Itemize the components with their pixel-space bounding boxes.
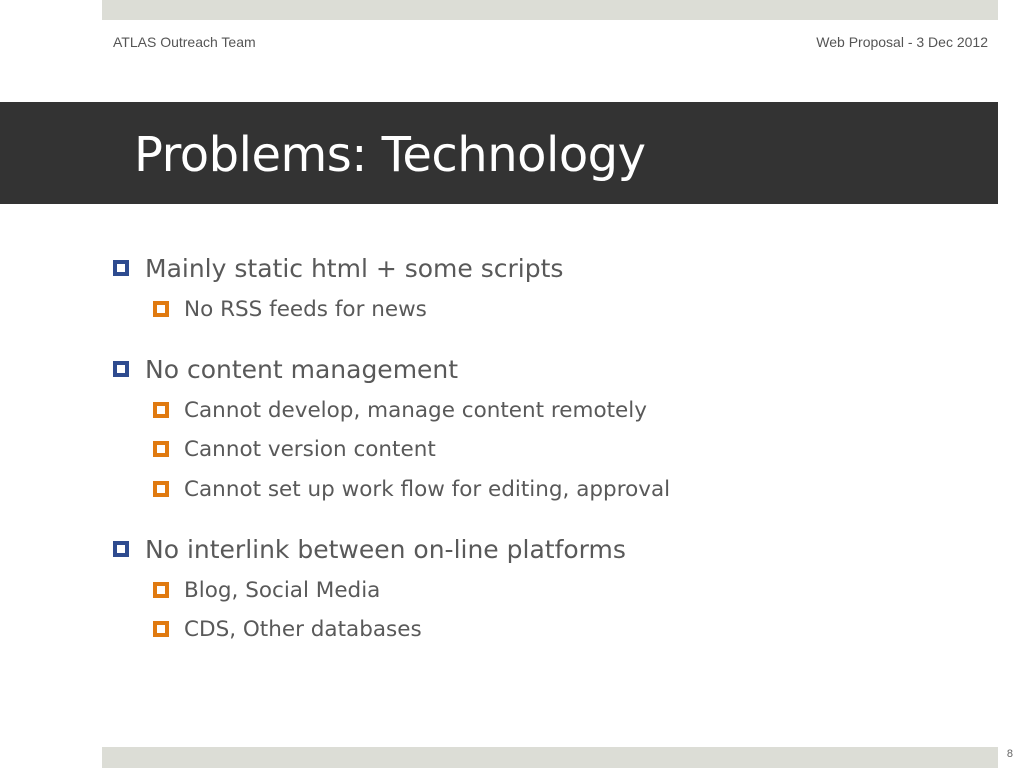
square-sub-bullet-icon — [154, 302, 168, 316]
sub-bullet-text: Cannot develop, manage content remotely — [184, 397, 647, 423]
bullet-item — [114, 250, 563, 286]
sub-bullet-text: Cannot set up work flow for editing, approval — [184, 476, 671, 502]
sub-bullet-text: CDS, Other databases — [184, 616, 422, 642]
sub-bullet-item — [154, 433, 436, 465]
bullet-item — [114, 351, 458, 387]
sub-bullet-text: Cannot version content — [184, 436, 436, 462]
slide-title: Problems: Technology — [134, 127, 646, 183]
header-left-text: ATLAS Outreach Team — [113, 34, 256, 50]
sub-bullet-item — [154, 613, 422, 645]
square-sub-bullet-icon — [154, 583, 168, 597]
square-sub-bullet-icon — [154, 622, 168, 636]
sub-bullet-item — [154, 574, 380, 606]
sub-bullet-text: Blog, Social Media — [184, 577, 381, 603]
square-bullet-icon — [114, 362, 128, 376]
bottom-decor-band — [102, 747, 998, 768]
bullet-item — [114, 531, 626, 567]
square-sub-bullet-icon — [154, 403, 168, 417]
bullet-text: Mainly static html + some scripts — [145, 253, 564, 283]
square-bullet-icon — [114, 542, 128, 556]
bullet-text: No content management — [145, 354, 459, 384]
square-bullet-icon — [114, 261, 128, 275]
sub-bullet-item — [154, 473, 670, 505]
page-number: 8 — [1006, 748, 1013, 760]
square-sub-bullet-icon — [154, 442, 168, 456]
sub-bullet-item — [154, 293, 427, 325]
header-right-text: Web Proposal - 3 Dec 2012 — [816, 34, 988, 50]
sub-bullet-item — [154, 394, 647, 426]
square-sub-bullet-icon — [154, 482, 168, 496]
sub-bullet-text: No RSS feeds for news — [184, 296, 427, 322]
bullet-text: No interlink between on-line platforms — [145, 534, 626, 564]
